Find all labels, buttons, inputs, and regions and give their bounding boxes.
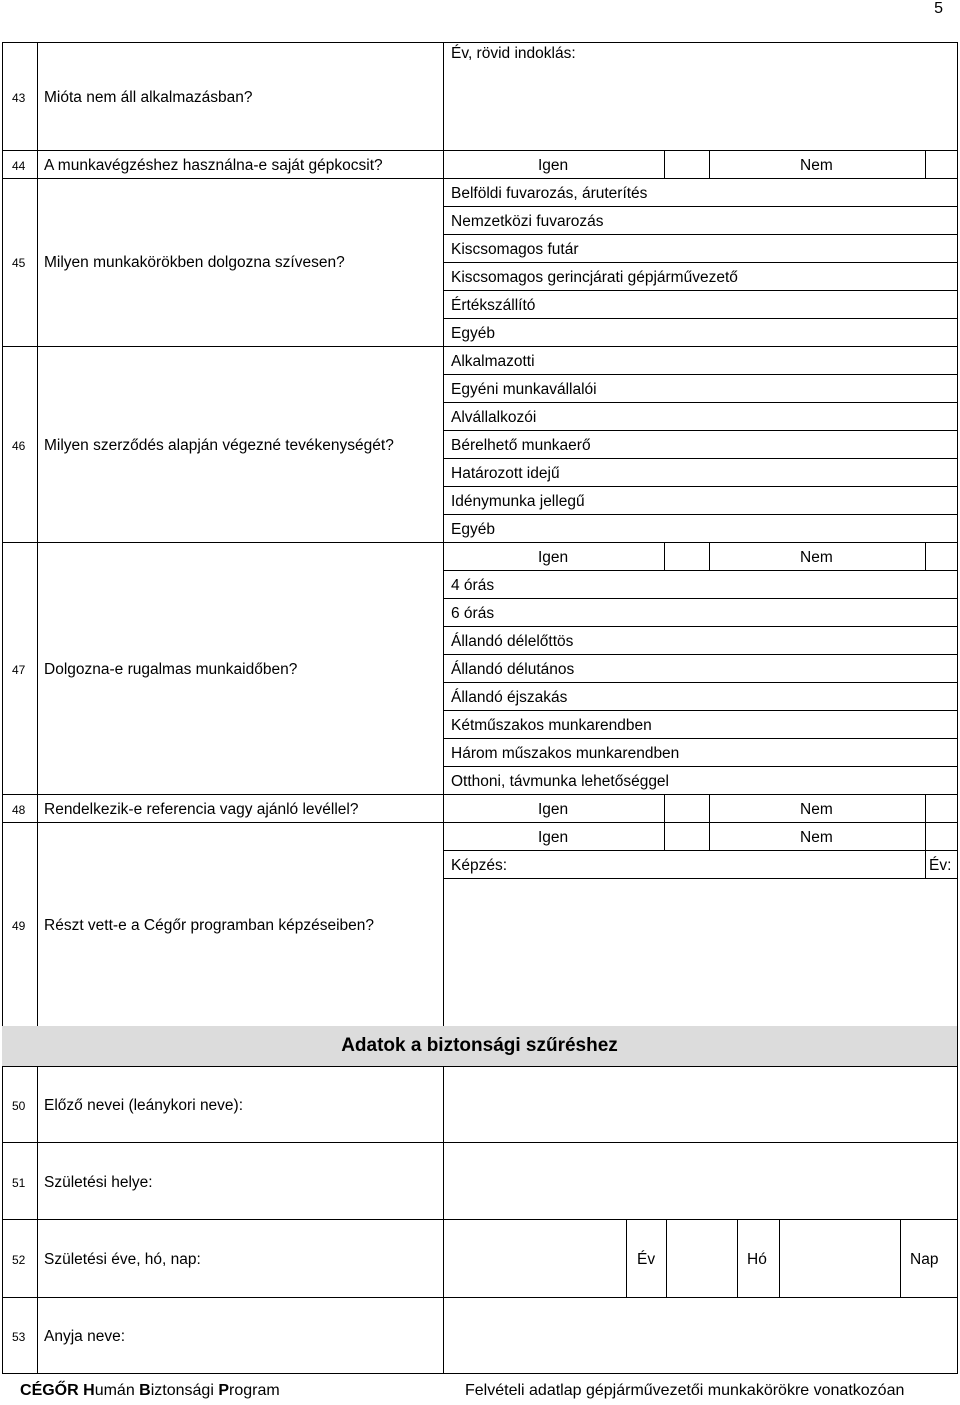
no-checkbox[interactable]: [925, 823, 957, 850]
option-divider: [444, 486, 958, 487]
row-number: 52: [12, 1253, 26, 1267]
option-divider: [444, 654, 958, 655]
cell-divider: [626, 1219, 627, 1297]
option-divider: [444, 374, 958, 375]
row-number: 51: [12, 1176, 26, 1190]
option-divider: [444, 402, 958, 403]
question-text: A munkavégzéshez használna-e saját gépkocsit?: [44, 157, 383, 174]
option-divider: [444, 206, 958, 207]
yes-label: Igen: [538, 157, 569, 174]
answer-field[interactable]: [444, 68, 956, 150]
option-divider: [444, 766, 958, 767]
question-text: Milyen szerződés alapján végezné tevékenységét?: [44, 437, 394, 454]
no-label: Nem: [800, 549, 833, 566]
option-label: Egyéb: [451, 325, 495, 342]
row-divider: [2, 542, 958, 543]
option-divider: [444, 458, 958, 459]
yes-checkbox[interactable]: [664, 823, 709, 850]
yes-label: Igen: [538, 801, 569, 818]
footer-right: Felvételi adatlap gépjárművezetői munkakörökre vonatkozóan: [465, 1382, 905, 1399]
option-label: Bérelhető munkaerő: [451, 437, 591, 454]
option-divider: [444, 626, 958, 627]
no-label: Nem: [800, 157, 833, 174]
option-label: Állandó éjszakás: [451, 689, 568, 706]
option-label: Egyéb: [451, 521, 495, 538]
birth-month-field[interactable]: [667, 1220, 737, 1296]
option-label: Kétműszakos munkarendben: [451, 717, 652, 734]
option-label: Egyéni munkavállalói: [451, 381, 597, 398]
option-divider: [444, 738, 958, 739]
cell-divider: [925, 850, 926, 879]
question-text: Születési helye:: [44, 1174, 153, 1191]
yes-label: Igen: [538, 829, 569, 846]
num-col-divider-lower: [37, 1066, 38, 1374]
option-label: Állandó délutános: [451, 661, 575, 678]
question-text: Milyen munkakörökben dolgozna szívesen?: [44, 254, 345, 271]
option-divider: [444, 682, 958, 683]
option-label: Kiscsomagos futár: [451, 241, 579, 258]
row-number: 44: [12, 159, 26, 173]
page-number: 5: [934, 0, 943, 17]
row-number: 49: [12, 919, 26, 933]
cell-divider: [664, 822, 665, 851]
num-col-divider: [37, 42, 38, 1026]
option-label: Kiscsomagos gerincjárati gépjárművezető: [451, 269, 738, 286]
option-label: Három műszakos munkarendben: [451, 745, 680, 762]
section-title: Adatok a biztonsági szűréshez: [341, 1035, 618, 1056]
answer-label: Év, rövid indoklás:: [451, 45, 576, 62]
cell-divider: [709, 150, 710, 179]
no-checkbox[interactable]: [925, 543, 957, 570]
cell-divider: [664, 150, 665, 179]
option-label: 6 órás: [451, 605, 495, 622]
row-divider: [2, 346, 958, 347]
option-label: Értékszállító: [451, 297, 536, 314]
option-divider: [444, 318, 958, 319]
option-divider: [444, 430, 958, 431]
yes-checkbox[interactable]: [664, 543, 709, 570]
cell-divider: [925, 150, 926, 179]
no-checkbox[interactable]: [925, 151, 957, 178]
row-number: 43: [12, 91, 26, 105]
option-divider: [444, 598, 958, 599]
footer-left: CÉGŐR Humán Biztonsági Program: [20, 1382, 280, 1399]
cell-divider: [664, 794, 665, 823]
birth-year-field[interactable]: [444, 1220, 626, 1296]
option-label: Alvállalkozói: [451, 409, 537, 426]
option-label: Határozott idejű: [451, 465, 560, 482]
row-number: 53: [12, 1330, 26, 1344]
option-divider: [444, 514, 958, 515]
option-label: 4 órás: [451, 577, 495, 594]
training-label: Képzés:: [451, 857, 508, 874]
day-label: Nap: [910, 1251, 939, 1268]
no-label: Nem: [800, 829, 833, 846]
cell-divider: [709, 794, 710, 823]
cell-divider: [925, 822, 926, 851]
table-left-border: [2, 42, 3, 1374]
row-number: 48: [12, 803, 26, 817]
previous-names-field[interactable]: [444, 1067, 956, 1142]
birthplace-field[interactable]: [444, 1143, 956, 1219]
birth-day-field[interactable]: [780, 1220, 900, 1296]
option-label: Állandó délelőttös: [451, 633, 574, 650]
option-label: Belföldi fuvarozás, áruterítés: [451, 185, 648, 202]
question-text: Rendelkezik-e referencia vagy ajánló levéllel?: [44, 801, 359, 818]
row-divider: [2, 794, 958, 795]
table-top-border: [2, 42, 958, 43]
option-label: Idénymunka jellegű: [451, 493, 585, 510]
table-bottom-border: [2, 1373, 958, 1374]
question-text: Részt vett-e a Cégőr programban képzéseiben?: [44, 917, 374, 934]
option-divider: [444, 262, 958, 263]
row-divider: [2, 150, 958, 151]
cell-divider: [709, 542, 710, 571]
question-text: Előző nevei (leánykori neve):: [44, 1097, 244, 1114]
cell-divider: [664, 542, 665, 571]
option-divider: [444, 710, 958, 711]
row-number: 50: [12, 1099, 26, 1113]
question-text: Születési éve, hó, nap:: [44, 1251, 201, 1268]
no-checkbox[interactable]: [925, 795, 957, 822]
table-right-border: [957, 42, 958, 1374]
question-text: Mióta nem áll alkalmazásban?: [44, 89, 253, 106]
year-label: Év: [637, 1251, 656, 1268]
option-divider: [444, 570, 958, 571]
yes-label: Igen: [538, 549, 569, 566]
row-divider: [2, 178, 958, 179]
row-divider: [2, 822, 958, 823]
cell-divider: [925, 542, 926, 571]
row-number: 46: [12, 439, 26, 453]
option-label: Alkalmazotti: [451, 353, 535, 370]
question-text: Anyja neve:: [44, 1328, 125, 1345]
month-label: Hó: [747, 1251, 767, 1268]
option-divider: [444, 878, 958, 879]
year-label: Év:: [929, 857, 952, 874]
row-number: 45: [12, 256, 26, 270]
no-label: Nem: [800, 801, 833, 818]
row-number: 47: [12, 663, 26, 677]
cell-divider: [900, 1219, 901, 1297]
cell-divider: [925, 794, 926, 823]
yes-checkbox[interactable]: [664, 795, 709, 822]
option-divider: [444, 290, 958, 291]
question-text: Dolgozna-e rugalmas munkaidőben?: [44, 661, 298, 678]
cell-divider: [709, 822, 710, 851]
cell-divider: [737, 1219, 738, 1297]
option-label: Nemzetközi fuvarozás: [451, 213, 604, 230]
training-field[interactable]: [520, 851, 924, 878]
mother-name-field[interactable]: [444, 1298, 956, 1373]
yes-checkbox[interactable]: [664, 151, 709, 178]
option-divider: [444, 234, 958, 235]
option-label: Otthoni, távmunka lehetőséggel: [451, 773, 669, 790]
